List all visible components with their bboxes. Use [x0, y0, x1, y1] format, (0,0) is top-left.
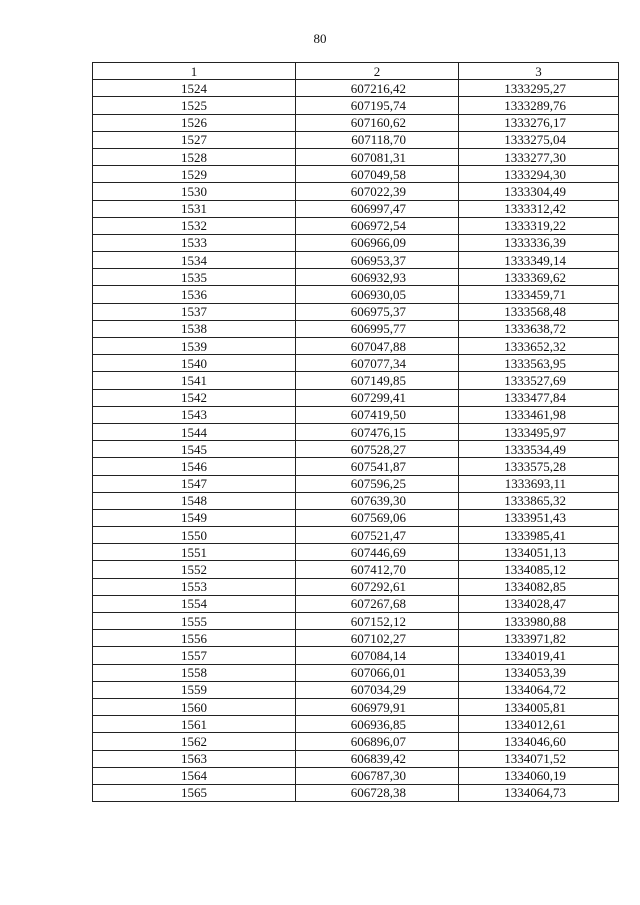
- y-coordinate-cell: 1333563,95: [459, 355, 619, 372]
- point-number-cell: 1529: [93, 166, 296, 183]
- point-number-cell: 1543: [93, 406, 296, 423]
- point-number-cell: 1539: [93, 338, 296, 355]
- table-row: [93, 286, 619, 303]
- x-coordinate-cell: 607541,87: [296, 458, 459, 475]
- y-coordinate-cell: 1333461,98: [459, 406, 619, 423]
- y-coordinate-cell: 1333336,39: [459, 234, 619, 251]
- x-coordinate-cell: 607569,06: [296, 509, 459, 526]
- table-body: [93, 80, 619, 802]
- point-number-cell: 1559: [93, 681, 296, 698]
- y-coordinate-cell: 1334064,72: [459, 681, 619, 698]
- x-coordinate-cell: 607066,01: [296, 664, 459, 681]
- x-coordinate-cell: 606975,37: [296, 303, 459, 320]
- point-number-cell: 1538: [93, 320, 296, 337]
- point-number-cell: 1535: [93, 269, 296, 286]
- page-number: 80: [313, 31, 327, 46]
- point-number-cell: 1544: [93, 423, 296, 440]
- y-coordinate-cell: 1334051,13: [459, 544, 619, 561]
- table-row: [93, 595, 619, 612]
- x-coordinate-cell: 607047,88: [296, 338, 459, 355]
- point-number-cell: 1542: [93, 389, 296, 406]
- point-number-cell: 1554: [93, 595, 296, 612]
- y-coordinate-cell: 1334005,81: [459, 698, 619, 715]
- x-coordinate-cell: 606997,47: [296, 200, 459, 217]
- table-row: [93, 681, 619, 698]
- point-number-cell: 1530: [93, 183, 296, 200]
- y-coordinate-cell: 1334085,12: [459, 561, 619, 578]
- table-row: [93, 338, 619, 355]
- point-number-cell: 1546: [93, 458, 296, 475]
- point-number-cell: 1540: [93, 355, 296, 372]
- x-coordinate-cell: 607216,42: [296, 80, 459, 97]
- table-row: [93, 733, 619, 750]
- table-row: [93, 475, 619, 492]
- x-coordinate-cell: 606896,07: [296, 733, 459, 750]
- point-number-cell: 1550: [93, 527, 296, 544]
- point-number-cell: 1547: [93, 475, 296, 492]
- table-row: [93, 303, 619, 320]
- y-coordinate-cell: 1333369,62: [459, 269, 619, 286]
- table-row: [93, 97, 619, 114]
- point-number-cell: 1532: [93, 217, 296, 234]
- y-coordinate-cell: 1333295,27: [459, 80, 619, 97]
- point-number-cell: 1531: [93, 200, 296, 217]
- table-row: [93, 664, 619, 681]
- y-coordinate-cell: 1333638,72: [459, 320, 619, 337]
- y-coordinate-cell: 1333289,76: [459, 97, 619, 114]
- x-coordinate-cell: 607476,15: [296, 423, 459, 440]
- table-row: [93, 647, 619, 664]
- x-coordinate-cell: 607118,70: [296, 131, 459, 148]
- point-number-cell: 1556: [93, 630, 296, 647]
- y-coordinate-cell: 1334082,85: [459, 578, 619, 595]
- header-row: [93, 63, 619, 80]
- point-number-cell: 1526: [93, 114, 296, 131]
- point-number-cell: 1562: [93, 733, 296, 750]
- point-number-cell: 1557: [93, 647, 296, 664]
- x-coordinate-cell: 606930,05: [296, 286, 459, 303]
- y-coordinate-cell: 1334028,47: [459, 595, 619, 612]
- table-row: [93, 458, 619, 475]
- table-row: [93, 166, 619, 183]
- x-coordinate-cell: 607152,12: [296, 613, 459, 630]
- table-row: [93, 406, 619, 423]
- point-number-cell: 1548: [93, 492, 296, 509]
- table-row: [93, 355, 619, 372]
- point-number-cell: 1536: [93, 286, 296, 303]
- x-coordinate-cell: 606936,85: [296, 716, 459, 733]
- y-coordinate-cell: 1334071,52: [459, 750, 619, 767]
- point-number-cell: 1534: [93, 252, 296, 269]
- table-row: [93, 561, 619, 578]
- table-row: [93, 114, 619, 131]
- x-coordinate-cell: 607639,30: [296, 492, 459, 509]
- x-coordinate-cell: 607160,62: [296, 114, 459, 131]
- y-coordinate-cell: 1333534,49: [459, 441, 619, 458]
- x-coordinate-cell: 607034,29: [296, 681, 459, 698]
- y-coordinate-cell: 1333312,42: [459, 200, 619, 217]
- table-row: [93, 131, 619, 148]
- y-coordinate-cell: 1334019,41: [459, 647, 619, 664]
- x-coordinate-cell: 607022,39: [296, 183, 459, 200]
- x-coordinate-cell: 607299,41: [296, 389, 459, 406]
- table-row: [93, 509, 619, 526]
- point-number-cell: 1563: [93, 750, 296, 767]
- table-row: [93, 234, 619, 251]
- header-col-1: 1: [93, 63, 296, 80]
- table-row: [93, 389, 619, 406]
- table-row: [93, 750, 619, 767]
- x-coordinate-cell: 607528,27: [296, 441, 459, 458]
- point-number-cell: 1552: [93, 561, 296, 578]
- x-coordinate-cell: 606995,77: [296, 320, 459, 337]
- table-row: [93, 252, 619, 269]
- table-row: [93, 320, 619, 337]
- point-number-cell: 1558: [93, 664, 296, 681]
- header-col-3: 3: [459, 63, 619, 80]
- x-coordinate-cell: 607084,14: [296, 647, 459, 664]
- y-coordinate-cell: 1333294,30: [459, 166, 619, 183]
- table-row: [93, 544, 619, 561]
- x-coordinate-cell: 606966,09: [296, 234, 459, 251]
- x-coordinate-cell: 607081,31: [296, 148, 459, 165]
- header-col-2: 2: [296, 63, 459, 80]
- y-coordinate-cell: 1333652,32: [459, 338, 619, 355]
- point-number-cell: 1545: [93, 441, 296, 458]
- x-coordinate-cell: 606953,37: [296, 252, 459, 269]
- table-row: [93, 148, 619, 165]
- point-number-cell: 1565: [93, 784, 296, 801]
- y-coordinate-cell: 1333980,88: [459, 613, 619, 630]
- y-coordinate-cell: 1333275,04: [459, 131, 619, 148]
- y-coordinate-cell: 1333951,43: [459, 509, 619, 526]
- x-coordinate-cell: 607596,25: [296, 475, 459, 492]
- y-coordinate-cell: 1333985,41: [459, 527, 619, 544]
- point-number-cell: 1551: [93, 544, 296, 561]
- table-row: [93, 183, 619, 200]
- y-coordinate-cell: 1333527,69: [459, 372, 619, 389]
- table-row: [93, 698, 619, 715]
- x-coordinate-cell: 607149,85: [296, 372, 459, 389]
- y-coordinate-cell: 1333459,71: [459, 286, 619, 303]
- x-coordinate-cell: 607077,34: [296, 355, 459, 372]
- table-row: [93, 217, 619, 234]
- point-number-cell: 1524: [93, 80, 296, 97]
- point-number-cell: 1549: [93, 509, 296, 526]
- y-coordinate-cell: 1334064,73: [459, 784, 619, 801]
- x-coordinate-cell: 607521,47: [296, 527, 459, 544]
- y-coordinate-cell: 1333477,84: [459, 389, 619, 406]
- point-number-cell: 1555: [93, 613, 296, 630]
- table-row: [93, 372, 619, 389]
- y-coordinate-cell: 1334012,61: [459, 716, 619, 733]
- y-coordinate-cell: 1333495,97: [459, 423, 619, 440]
- table-row: [93, 492, 619, 509]
- point-number-cell: 1533: [93, 234, 296, 251]
- point-number-cell: 1564: [93, 767, 296, 784]
- x-coordinate-cell: 607292,61: [296, 578, 459, 595]
- table-row: [93, 716, 619, 733]
- table-row: [93, 80, 619, 97]
- x-coordinate-cell: 606787,30: [296, 767, 459, 784]
- point-number-cell: 1537: [93, 303, 296, 320]
- point-number-cell: 1525: [93, 97, 296, 114]
- table-row: [93, 613, 619, 630]
- point-number-cell: 1553: [93, 578, 296, 595]
- table-row: [93, 784, 619, 801]
- point-number-cell: 1541: [93, 372, 296, 389]
- point-number-cell: 1527: [93, 131, 296, 148]
- point-number-cell: 1561: [93, 716, 296, 733]
- table-row: [93, 200, 619, 217]
- table-row: [93, 441, 619, 458]
- table-row: [93, 423, 619, 440]
- x-coordinate-cell: 606839,42: [296, 750, 459, 767]
- y-coordinate-cell: 1333971,82: [459, 630, 619, 647]
- y-coordinate-cell: 1333349,14: [459, 252, 619, 269]
- x-coordinate-cell: 606932,93: [296, 269, 459, 286]
- y-coordinate-cell: 1334046,60: [459, 733, 619, 750]
- y-coordinate-cell: 1334060,19: [459, 767, 619, 784]
- y-coordinate-cell: 1333319,22: [459, 217, 619, 234]
- x-coordinate-cell: 607049,58: [296, 166, 459, 183]
- x-coordinate-cell: 607412,70: [296, 561, 459, 578]
- x-coordinate-cell: 606979,91: [296, 698, 459, 715]
- x-coordinate-cell: 607195,74: [296, 97, 459, 114]
- table-row: [93, 527, 619, 544]
- x-coordinate-cell: 607446,69: [296, 544, 459, 561]
- point-number-cell: 1560: [93, 698, 296, 715]
- x-coordinate-cell: 606728,38: [296, 784, 459, 801]
- y-coordinate-cell: 1333693,11: [459, 475, 619, 492]
- point-number-cell: 1528: [93, 148, 296, 165]
- coordinates-table: [92, 62, 619, 802]
- table-row: [93, 630, 619, 647]
- y-coordinate-cell: 1334053,39: [459, 664, 619, 681]
- y-coordinate-cell: 1333304,49: [459, 183, 619, 200]
- x-coordinate-cell: 607419,50: [296, 406, 459, 423]
- x-coordinate-cell: 606972,54: [296, 217, 459, 234]
- table-row: [93, 578, 619, 595]
- table-row: [93, 767, 619, 784]
- y-coordinate-cell: 1333568,48: [459, 303, 619, 320]
- y-coordinate-cell: 1333865,32: [459, 492, 619, 509]
- y-coordinate-cell: 1333276,17: [459, 114, 619, 131]
- table-row: [93, 269, 619, 286]
- y-coordinate-cell: 1333277,30: [459, 148, 619, 165]
- x-coordinate-cell: 607102,27: [296, 630, 459, 647]
- y-coordinate-cell: 1333575,28: [459, 458, 619, 475]
- x-coordinate-cell: 607267,68: [296, 595, 459, 612]
